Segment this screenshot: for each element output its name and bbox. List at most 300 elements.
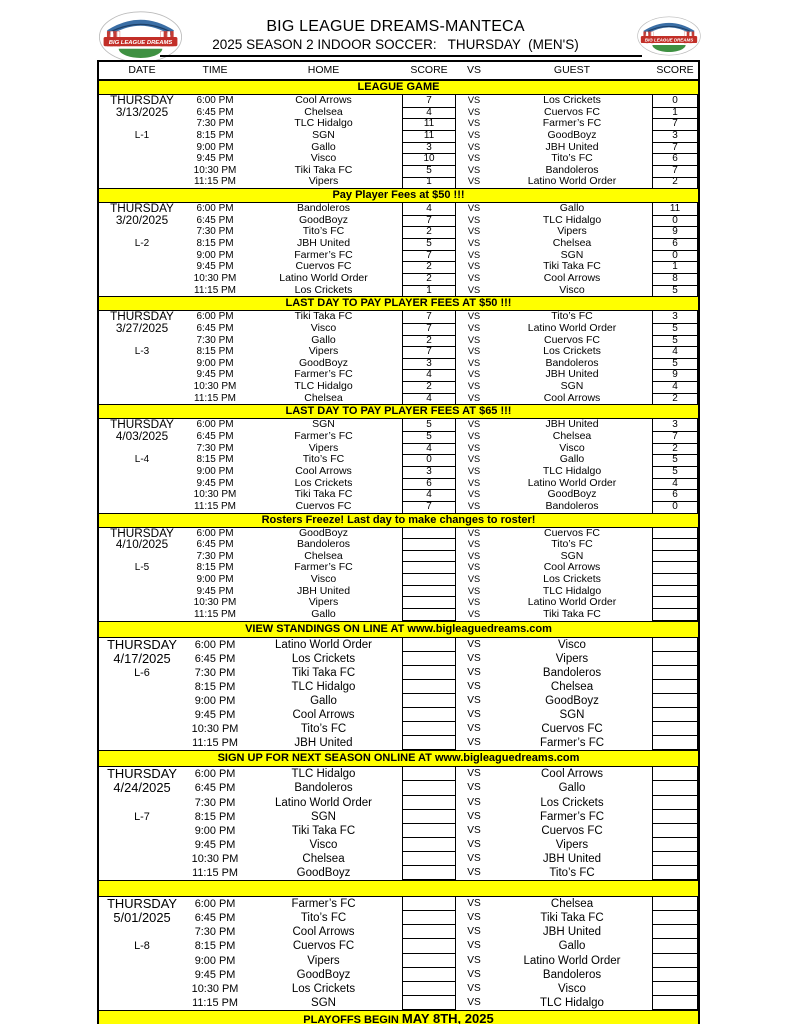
game-row (99, 824, 698, 838)
column-header-row (99, 62, 698, 80)
home-score-box (402, 551, 456, 563)
game-time: 8:15 PM (196, 346, 234, 358)
col-header-time: TIME (202, 64, 228, 76)
week-date: 3/13/2025 (115, 105, 169, 119)
game-time: 6:00 PM (196, 527, 234, 539)
game-row (99, 419, 698, 431)
home-score-box (402, 897, 456, 911)
game-row (99, 597, 698, 609)
guest-team: Tiki Taka FC (543, 607, 601, 620)
home-score-box: 3 (402, 358, 456, 371)
guest-team: Cuervos FC (541, 723, 603, 736)
guest-score-box: 11 (652, 203, 698, 216)
game-time: 6:00 PM (194, 898, 236, 911)
col-header-guest: GUEST (553, 64, 591, 76)
guest-team: Vipers (555, 652, 589, 665)
guest-team: SGN (560, 380, 584, 393)
guest-score-box (652, 694, 698, 708)
guest-team: SGN (560, 549, 584, 562)
vs-label: VS (467, 954, 481, 966)
guest-team: Chelsea (552, 430, 592, 443)
vs-label: VS (467, 782, 481, 794)
home-score-box (402, 586, 456, 598)
guest-score-box (652, 708, 698, 722)
home-score-box (402, 574, 456, 586)
home-score-box (402, 652, 456, 666)
game-row (99, 215, 698, 227)
game-time: 9:45 PM (196, 261, 234, 273)
home-team: Cool Arrows (295, 94, 352, 106)
guest-score-box (652, 968, 698, 982)
game-time: 6:45 PM (194, 912, 236, 925)
notice-banner: Rosters Freeze! Last day to make changes to roster! (99, 513, 698, 528)
home-score-box: 7 (402, 501, 456, 514)
guest-score-box (652, 666, 698, 680)
vs-label: VS (467, 284, 481, 295)
schedule-table (97, 60, 700, 1024)
home-score-box (402, 824, 456, 838)
game-time: 6:45 PM (196, 214, 234, 226)
game-time: 10:30 PM (191, 852, 239, 865)
home-team: Los Crickets (291, 982, 356, 995)
game-time: 8:15 PM (196, 454, 234, 466)
guest-team: Chelsea (550, 898, 594, 911)
vs-label: VS (467, 996, 481, 1008)
week-date: 4/03/2025 (115, 430, 169, 444)
vs-label: VS (467, 867, 481, 879)
col-header-vs: VS (466, 64, 481, 76)
home-team: Tito’s FC (302, 453, 345, 466)
guest-score-box (652, 810, 698, 824)
week-label: L-2 (134, 238, 150, 250)
vs-label: VS (467, 226, 481, 237)
game-row (99, 852, 698, 866)
game-row (99, 238, 698, 250)
home-score-box: 4 (402, 203, 456, 216)
home-team: Vipers (308, 175, 339, 188)
vs-label: VS (467, 311, 481, 322)
vs-label: VS (467, 442, 481, 453)
home-score-box: 4 (402, 443, 456, 456)
game-time: 8:15 PM (196, 129, 234, 141)
vs-label: VS (467, 346, 481, 357)
guest-score-box (652, 939, 698, 953)
guest-score-box: 0 (652, 95, 698, 108)
game-time: 11:15 PM (192, 737, 238, 750)
guest-score-box: 1 (652, 261, 698, 274)
notice-banner: SIGN UP FOR NEXT SEASON ONLINE AT www.bigleaguedreams.com (99, 750, 698, 767)
vs-label: VS (467, 824, 481, 836)
guest-score-box (652, 925, 698, 939)
home-score-box (402, 866, 456, 880)
guest-team: Cuervos FC (543, 333, 600, 346)
guest-team: Bandoleros (542, 968, 602, 981)
vs-label: VS (467, 585, 481, 596)
game-time: 7:30 PM (194, 796, 236, 809)
date-cell (99, 419, 185, 512)
game-row (99, 431, 698, 443)
game-row (99, 203, 698, 215)
guest-team: Cuervos FC (543, 105, 600, 118)
game-row (99, 285, 698, 297)
home-score-box: 7 (402, 323, 456, 336)
col-header-home-score: SCORE (410, 64, 448, 76)
guest-score-box (652, 996, 698, 1010)
week-block-L-8 (99, 897, 698, 1010)
col-header-date: DATE (128, 64, 156, 76)
guest-team: Visco (558, 638, 586, 651)
game-row (99, 638, 698, 652)
vs-label: VS (467, 527, 481, 538)
home-team: Visco (309, 838, 338, 851)
week-date: 3/27/2025 (115, 321, 169, 335)
guest-score-box (652, 954, 698, 968)
guest-score-box: 6 (652, 238, 698, 251)
game-time: 6:00 PM (196, 95, 234, 106)
game-row (99, 796, 698, 810)
week-label: L-6 (134, 666, 150, 679)
guest-team: Gallo (558, 940, 586, 953)
game-time: 10:30 PM (191, 982, 239, 995)
guest-team: Visco (558, 982, 586, 995)
game-time: 8:15 PM (194, 940, 236, 953)
vs-label: VS (467, 562, 481, 573)
guest-team: Tiki Taka FC (543, 260, 601, 273)
game-row (99, 694, 698, 708)
guest-score-box: 7 (652, 142, 698, 155)
week-date: 4/24/2025 (113, 780, 171, 796)
logo-text: BIG LEAGUE DREAMS (108, 40, 173, 47)
page-subtitle: 2025 SEASON 2 INDOOR SOCCER: THURSDAY (MEN'S) (212, 37, 579, 52)
week-block-L-2 (99, 203, 698, 296)
home-score-box (402, 810, 456, 824)
guest-team: Farmer’s FC (539, 810, 605, 823)
vs-label: VS (467, 489, 481, 500)
home-team: Visco (310, 321, 337, 334)
week-label: L-1 (134, 129, 150, 141)
vs-label: VS (467, 106, 481, 117)
game-time: 11:15 PM (194, 176, 236, 188)
vs-label: VS (467, 680, 481, 692)
home-team: Cuervos FC (292, 940, 355, 953)
guest-score-box (652, 781, 698, 795)
guest-score-box: 0 (652, 250, 698, 263)
game-time: 6:45 PM (194, 782, 236, 795)
game-row (99, 273, 698, 285)
week-day: THURSDAY (107, 766, 177, 782)
game-row (99, 982, 698, 996)
home-score-box: 2 (402, 261, 456, 274)
game-time: 9:00 PM (196, 357, 234, 369)
home-team: JBH United (296, 237, 351, 250)
vs-label: VS (467, 898, 481, 910)
home-score-box: 7 (402, 215, 456, 228)
home-score-box (402, 954, 456, 968)
game-time: 6:00 PM (194, 638, 236, 651)
guest-score-box: 7 (652, 431, 698, 444)
guest-score-box: 8 (652, 273, 698, 286)
home-score-box: 1 (402, 285, 456, 298)
home-team: Farmer’s FC (294, 248, 353, 261)
home-team: Cool Arrows (292, 709, 355, 722)
col-header-guest-score: SCORE (656, 64, 694, 76)
game-time: 9:00 PM (196, 249, 234, 261)
home-team: SGN (312, 418, 335, 431)
vs-label: VS (467, 176, 481, 187)
guest-score-box: 9 (652, 369, 698, 382)
vs-label: VS (467, 272, 481, 283)
game-row (99, 118, 698, 130)
home-score-box: 7 (402, 346, 456, 359)
game-time: 11:15 PM (194, 392, 236, 404)
playoffs-banner-date: MAY 8TH, 2025 (401, 1010, 494, 1024)
game-row (99, 443, 698, 455)
guest-score-box: 5 (652, 358, 698, 371)
home-score-box: 5 (402, 165, 456, 178)
game-row (99, 539, 698, 551)
guest-score-box: 0 (652, 501, 698, 514)
guest-score-box (652, 652, 698, 666)
game-time: 10:30 PM (193, 597, 237, 609)
week-block-L-6 (99, 638, 698, 751)
vs-label: VS (467, 539, 481, 550)
vs-label: VS (467, 334, 481, 345)
game-row (99, 501, 698, 513)
vs-label: VS (467, 608, 481, 619)
playoffs-banner (99, 1010, 698, 1024)
home-team: TLC Hidalgo (291, 680, 356, 693)
home-team: Cool Arrows (295, 464, 352, 477)
title-underline (160, 55, 642, 57)
home-team: Tito’s FC (300, 723, 347, 736)
game-time: 9:00 PM (194, 824, 236, 837)
game-row (99, 897, 698, 911)
home-score-box: 7 (402, 95, 456, 108)
notice-banner: LAST DAY TO PAY PLAYER FEES AT $65 !!! (99, 404, 698, 419)
guest-team: Los Crickets (543, 345, 601, 358)
home-team: Gallo (311, 333, 336, 346)
game-row (99, 250, 698, 262)
week-block-L-7 (99, 767, 698, 880)
vs-label: VS (467, 118, 481, 129)
vs-label: VS (467, 695, 481, 706)
guest-team: Vipers (555, 838, 589, 851)
home-team: GoodBoyz (298, 526, 349, 539)
vs-label: VS (467, 431, 481, 442)
game-row (99, 381, 698, 393)
game-row (99, 478, 698, 490)
guest-team: JBH United (545, 140, 599, 153)
guest-score-box (652, 824, 698, 838)
game-time: 7:30 PM (196, 550, 234, 562)
guest-team: GoodBoyz (547, 488, 597, 501)
game-time: 10:30 PM (193, 272, 237, 284)
vs-label: VS (467, 666, 481, 678)
vs-label: VS (467, 737, 481, 749)
game-time: 6:45 PM (194, 652, 236, 665)
date-cell (99, 203, 185, 296)
guest-team: TLC Hidalgo (540, 996, 604, 1009)
home-team: Tito’s FC (300, 912, 347, 925)
game-time: 7:30 PM (194, 926, 236, 939)
guest-team: Bandoleros (545, 499, 599, 512)
home-team: Visco (310, 152, 337, 165)
guest-team: TLC Hidalgo (542, 213, 602, 226)
game-row (99, 346, 698, 358)
guest-score-box (652, 866, 698, 880)
week-label: L-4 (134, 454, 150, 466)
home-score-box: 10 (402, 153, 456, 166)
home-score-box (402, 767, 456, 781)
game-time: 6:45 PM (196, 539, 234, 551)
week-label: L-7 (134, 810, 150, 823)
guest-score-box (652, 539, 698, 551)
notice-banner: Pay Player Fees at $50 !!! (99, 188, 698, 203)
guest-team: Cool Arrows (541, 768, 603, 781)
notice-banner: LAST DAY TO PAY PLAYER FEES AT $50 !!! (99, 296, 698, 311)
home-team: TLC Hidalgo (294, 117, 353, 130)
guest-team: SGN (560, 248, 584, 261)
home-score-box (402, 597, 456, 609)
vs-label: VS (467, 129, 481, 140)
guest-team: SGN (559, 709, 585, 722)
vs-label: VS (467, 249, 481, 260)
home-score-box: 5 (402, 238, 456, 251)
vs-label: VS (467, 465, 481, 476)
game-row (99, 767, 698, 781)
guest-score-box (652, 551, 698, 563)
guest-team: JBH United (542, 852, 602, 865)
vs-label: VS (467, 550, 481, 561)
home-score-box: 7 (402, 250, 456, 263)
game-time: 8:15 PM (194, 810, 236, 823)
date-cell (99, 528, 185, 621)
guest-team: Cool Arrows (543, 271, 601, 284)
guest-score-box (652, 767, 698, 781)
home-score-box (402, 736, 456, 750)
game-time: 6:00 PM (196, 203, 234, 215)
home-team: Tiki Taka FC (294, 488, 353, 501)
home-score-box (402, 722, 456, 736)
guest-team: Latino World Order (527, 321, 617, 334)
home-team: Cuervos FC (295, 499, 352, 512)
vs-label: VS (467, 652, 481, 664)
guest-score-box: 7 (652, 165, 698, 178)
vs-label: VS (467, 574, 481, 585)
vs-label: VS (467, 768, 481, 780)
home-score-box: 2 (402, 273, 456, 286)
guest-team: Gallo (559, 202, 585, 215)
guest-team: Latino World Order (527, 596, 617, 609)
home-team: Los Crickets (291, 652, 356, 665)
game-time: 7:30 PM (196, 334, 234, 346)
guest-team: GoodBoyz (547, 128, 597, 141)
home-team: Chelsea (304, 549, 343, 562)
game-row (99, 358, 698, 370)
home-score-box (402, 939, 456, 953)
guest-team: JBH United (545, 368, 599, 381)
game-row (99, 866, 698, 880)
guest-score-box: 3 (652, 419, 698, 432)
week-day: THURSDAY (110, 202, 174, 216)
game-time: 9:00 PM (196, 465, 234, 477)
home-score-box (402, 609, 456, 621)
game-row (99, 722, 698, 736)
date-cell (99, 638, 185, 751)
home-team: Chelsea (302, 852, 345, 865)
home-team: GoodBoyz (296, 867, 351, 880)
week-date: 4/10/2025 (115, 538, 169, 552)
game-row (99, 489, 698, 501)
home-score-box: 7 (402, 311, 456, 324)
guest-team: Tito’s FC (551, 152, 593, 165)
vs-label: VS (467, 381, 481, 392)
date-cell (99, 95, 185, 188)
guest-score-box (652, 838, 698, 852)
home-score-box: 4 (402, 393, 456, 406)
guest-score-box: 5 (652, 323, 698, 336)
game-row (99, 528, 698, 540)
vs-label: VS (467, 597, 481, 608)
home-team: Tiki Taka FC (291, 666, 356, 679)
guest-score-box: 2 (652, 393, 698, 406)
guest-team: JBH United (545, 418, 599, 431)
guest-score-box: 6 (652, 489, 698, 502)
game-time: 9:45 PM (194, 838, 236, 851)
vs-label: VS (467, 796, 481, 808)
home-score-box: 4 (402, 369, 456, 382)
week-label: L-5 (134, 562, 150, 574)
vs-label: VS (467, 912, 481, 924)
game-time: 10:30 PM (193, 381, 237, 393)
vs-label: VS (467, 357, 481, 368)
home-score-box: 3 (402, 142, 456, 155)
game-row (99, 666, 698, 680)
home-score-box: 3 (402, 466, 456, 479)
game-time: 11:15 PM (194, 608, 236, 620)
vs-label: VS (467, 322, 481, 333)
vs-label: VS (467, 238, 481, 249)
week-day: THURSDAY (107, 636, 177, 652)
home-score-box (402, 539, 456, 551)
guest-score-box (652, 736, 698, 750)
home-team: Chelsea (304, 105, 343, 118)
vs-label: VS (467, 968, 481, 980)
guest-team: Tito’s FC (551, 538, 593, 551)
game-row (99, 551, 698, 563)
vs-label: VS (467, 723, 481, 735)
home-score-box (402, 796, 456, 810)
home-team: Los Crickets (294, 476, 353, 489)
game-time: 11:15 PM (192, 867, 238, 880)
game-time: 8:15 PM (194, 680, 236, 693)
vs-label: VS (467, 153, 481, 164)
guest-score-box: 2 (652, 443, 698, 456)
guest-score-box: 2 (652, 176, 698, 189)
guest-score-box (652, 982, 698, 996)
home-score-box: 2 (402, 381, 456, 394)
game-time: 9:45 PM (194, 968, 236, 981)
home-team: Gallo (310, 695, 337, 707)
guest-team: Tiki Taka FC (540, 912, 604, 925)
game-row (99, 708, 698, 722)
guest-score-box: 5 (652, 454, 698, 467)
home-score-box (402, 781, 456, 795)
home-team: Latino World Order (275, 796, 372, 809)
game-time: 6:45 PM (196, 431, 234, 443)
guest-score-box: 3 (652, 311, 698, 324)
home-team: Latino World Order (279, 271, 368, 284)
